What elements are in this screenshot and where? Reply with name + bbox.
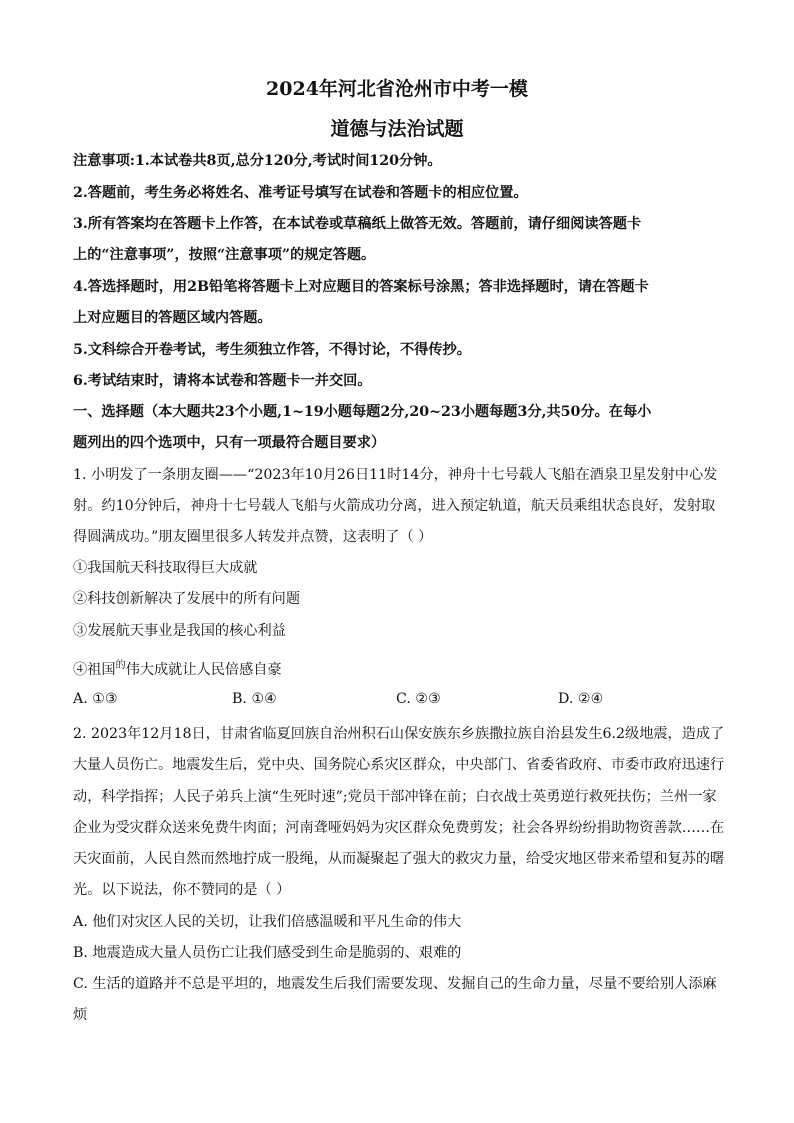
note-line: 上对应题目的答题区域内答题。 xyxy=(73,310,272,326)
statement-superscript: 的 xyxy=(115,660,126,671)
answer-option-b: B. 地震造成大量人员伤亡让我们感受到生命是脆弱的、艰难的 xyxy=(73,945,462,961)
exam-subtitle: 道德与法治试题 xyxy=(330,118,464,140)
section-line: 题列出的四个选项中，只有一项最符合题目要求） xyxy=(73,435,386,451)
note-line: 6.考试结束时，请将本试卷和答题卡一并交回。 xyxy=(73,373,372,389)
question-line: 动，科学指挥；人民子弟兵上演“生死时速”;党员干部冲锋在前；白衣战士英勇逆行救死扶伤；兰州一家 xyxy=(73,789,717,805)
statement-item: ①我国航天科技取得巨大成就 xyxy=(73,560,258,576)
statement-item: ③发展航天事业是我国的核心利益 xyxy=(73,623,286,639)
question-line: 大量人员伤亡。地震发生后，党中央、国务院心系灾区群众，中央部门、省委省政府、市委市政府迅速行 xyxy=(73,757,725,773)
question-line: 射。约10分钟后，神舟十七号载人飞船与火箭成功分离，进入预定轨道，航天员乘组状态良好，发射取 xyxy=(73,498,716,514)
question-line: 光。以下说法，你不赞同的是（ ） xyxy=(73,882,291,898)
note-line: 上的“注意事项”，按照“注意事项”的规定答题。 xyxy=(73,247,376,263)
exam-title: 2024年河北省沧州市中考一模 xyxy=(266,78,528,100)
answer-option-a: A. ①③ xyxy=(73,691,118,707)
question-line: 1. 小明发了一条朋友圈——“2023年10月26日11时14分，神舟十七号载人飞船在酒泉卫星发射中心发 xyxy=(73,467,718,483)
answer-option-a: A. 他们对灾区人民的关切，让我们倍感温暖和平凡生命的伟大 xyxy=(73,914,462,930)
answer-option-d: D. ②④ xyxy=(558,691,604,707)
statement-item: ②科技创新解决了发展中的所有问题 xyxy=(73,591,301,607)
statement-item xyxy=(73,656,282,679)
answer-option-c: C. ②③ xyxy=(396,691,441,707)
section-line: 一、选择题（本大题共23个小题,1~19小题每题2分,20~23小题每题3分,共50分。在每小 xyxy=(73,404,652,420)
statement-text: ④祖国 xyxy=(73,662,116,678)
answer-option-c-continued: 烦 xyxy=(73,1007,88,1023)
answer-option-c: C. 生活的道路并不总是平坦的，地震发生后我们需要发现、发掘自己的生命力量，尽量不要给别人添麻 xyxy=(73,976,717,992)
question-line: 得圆满成功。”朋友圈里很多人转发并点赞，这表明了（ ） xyxy=(73,529,433,545)
statement-text: 伟大成就让人民倍感自豪 xyxy=(125,662,282,678)
answer-option-b: B. ①④ xyxy=(232,691,277,707)
question-line: 企业为受灾群众送来免费牛肉面；河南聋哑妈妈为灾区群众免费剪发；社会各界纷纷捐助物资善款……在 xyxy=(73,820,725,836)
note-line: 注意事项:1.本试卷共8页,总分120分,考试时间120分钟。 xyxy=(73,153,442,169)
question-line: 2. 2023年12月18日，甘肃省临夏回族自治州积石山保安族东乡族撒拉族自治县发生6.2级地震，造成了 xyxy=(73,726,725,742)
note-line: 4.答选择题时，用2B铅笔将答题卡上对应题目的答案标号涂黑；答非选择题时，请在答题卡 xyxy=(73,279,649,295)
note-line: 5.文科综合开卷考试，考生须独立作答，不得讨论，不得传抄。 xyxy=(73,342,471,358)
note-line: 3.所有答案均在答题卡上作答，在本试卷或草稿纸上做答无效。答题前，请仔细阅读答题卡 xyxy=(73,216,642,232)
question-line: 天灾面前，人民自然而然地拧成一股绳，从而凝聚起了强大的救灾力量，给受灾地区带来希望和复苏的曙 xyxy=(73,851,725,867)
note-line: 2.答题前，考生务必将姓名、准考证号填写在试卷和答题卡的相应位置。 xyxy=(73,185,528,201)
